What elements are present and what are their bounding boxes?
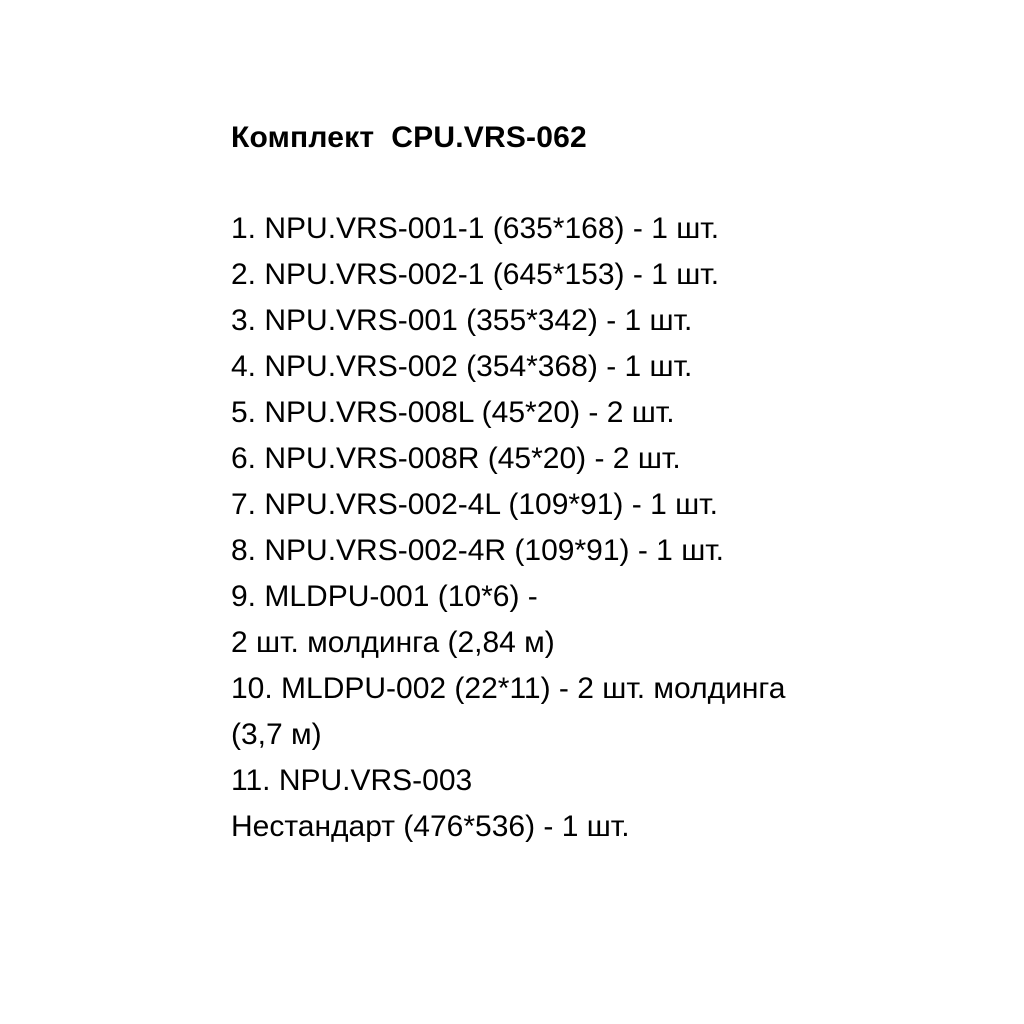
document-content <box>231 118 971 850</box>
list-item: 6. NPU.VRS-008R (45*20) - 2 шт. <box>231 442 681 475</box>
list-item: 9. MLDPU-001 (10*6) - <box>231 580 538 613</box>
list-item-continuation: 2 шт. молдинга (2,84 м) <box>231 626 555 659</box>
list-item: 5. NPU.VRS-008L (45*20) - 2 шт. <box>231 396 675 429</box>
list-item: 8. NPU.VRS-002-4R (109*91) - 1 шт. <box>231 534 725 567</box>
parts-list <box>231 206 971 850</box>
list-item: 7. NPU.VRS-002-4L (109*91) - 1 шт. <box>231 488 718 521</box>
list-item: 3. NPU.VRS-001 (355*342) - 1 шт. <box>231 304 693 337</box>
list-item: 10. MLDPU-002 (22*11) - 2 шт. молдинга <box>231 672 786 705</box>
list-item: 11. NPU.VRS-003 <box>231 764 473 797</box>
list-item-continuation: Нестандарт (476*536) - 1 шт. <box>231 810 630 843</box>
list-item: 2. NPU.VRS-002-1 (645*153) - 1 шт. <box>231 258 720 291</box>
list-item: 1. NPU.VRS-001-1 (635*168) - 1 шт. <box>231 212 720 245</box>
list-item-continuation: (3,7 м) <box>231 718 322 751</box>
title-spacer <box>231 158 971 206</box>
list-item: 4. NPU.VRS-002 (354*368) - 1 шт. <box>231 350 693 383</box>
page-title: Комплект CPU.VRS-062 <box>231 121 587 154</box>
